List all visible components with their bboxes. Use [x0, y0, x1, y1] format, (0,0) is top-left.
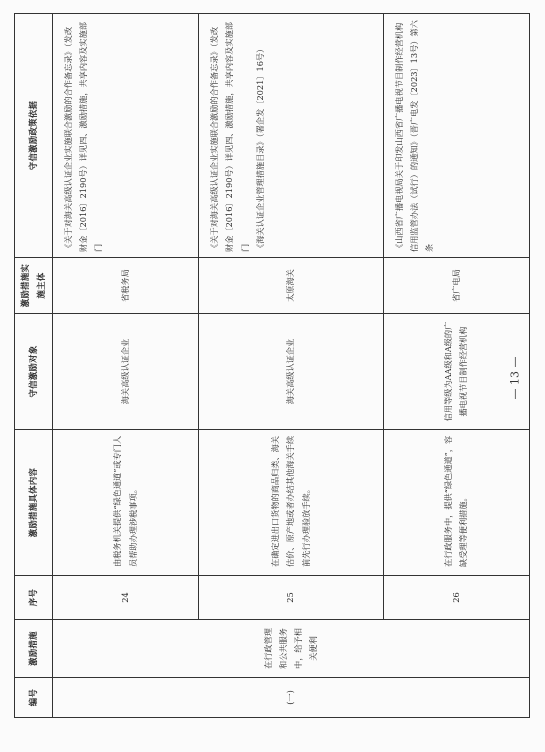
row-subject: 省税务局	[53, 258, 199, 314]
basis-paragraph: 《山西省广播电视局关于印发山西省广播电视节目制作经营机构信用监管办法（试行）的通知》（晋广电发〔2023〕13号）第六条	[393, 20, 435, 252]
table-row	[199, 14, 384, 718]
page-number-text: — 13 —	[508, 356, 522, 400]
table-header-row	[15, 14, 53, 718]
header-no: 编号	[15, 678, 53, 718]
header-subject	[15, 258, 53, 314]
header-subject-line2: 施主体	[35, 272, 46, 299]
row-subject: 省广电局	[383, 258, 529, 314]
row-target: 海关高级认证企业	[53, 314, 199, 430]
row-content: 由税务机关提供“绿色通道”或专门人员帮助办理涉税事项。	[53, 430, 199, 576]
row-basis	[383, 14, 529, 258]
page-number	[497, 343, 533, 413]
row-content: 在行政服务中，提供“绿色通道”，容缺受理等便利措施。	[383, 430, 529, 576]
basis-paragraph: 《海关认证企业管理措施目录》（署企发〔2021〕16号）	[254, 44, 265, 252]
row-target: 海关高级认证企业	[199, 314, 384, 430]
row-seq: 26	[383, 576, 529, 620]
table-row	[53, 14, 199, 718]
header-basis: 守信激励政策依据	[15, 14, 53, 258]
row-basis	[53, 14, 199, 258]
header-measure: 激励措施	[15, 620, 53, 678]
basis-paragraph: 《关于对海关高级认证企业实施联合激励的合作备忘录》（发改财金〔2016〕2190号）详见四、激励措施，共享内容及实施部门	[209, 22, 250, 252]
group-number: (一)	[53, 678, 530, 718]
row-seq: 24	[53, 576, 199, 620]
group-measure: 在行政管理和公共服务中，给予相关便利	[53, 620, 530, 678]
row-target: 信用等级为AA级和A级的广播电视节目制作经营机构	[383, 314, 529, 430]
row-seq: 25	[199, 576, 384, 620]
header-content: 激励措施具体内容	[15, 430, 53, 576]
rotated-table-container	[14, 14, 530, 718]
row-basis	[199, 14, 384, 258]
incentive-measures-table	[14, 13, 530, 718]
row-subject: 太原海关	[199, 258, 384, 314]
header-seq: 序号	[15, 576, 53, 620]
header-subject-line1: 激励措施实	[20, 263, 30, 308]
header-target: 守信激励对象	[15, 314, 53, 430]
basis-paragraph: 《关于对海关高级认证企业实施联合激励的合作备忘录》（发改财金〔2016〕2190号）详见四、激励措施，共享内容及实施部门	[63, 22, 104, 252]
row-content: 在确定进出口货物的商品归类、海关估价、原产地或者办结其他海关手续前先行办理验放手续。	[199, 430, 384, 576]
